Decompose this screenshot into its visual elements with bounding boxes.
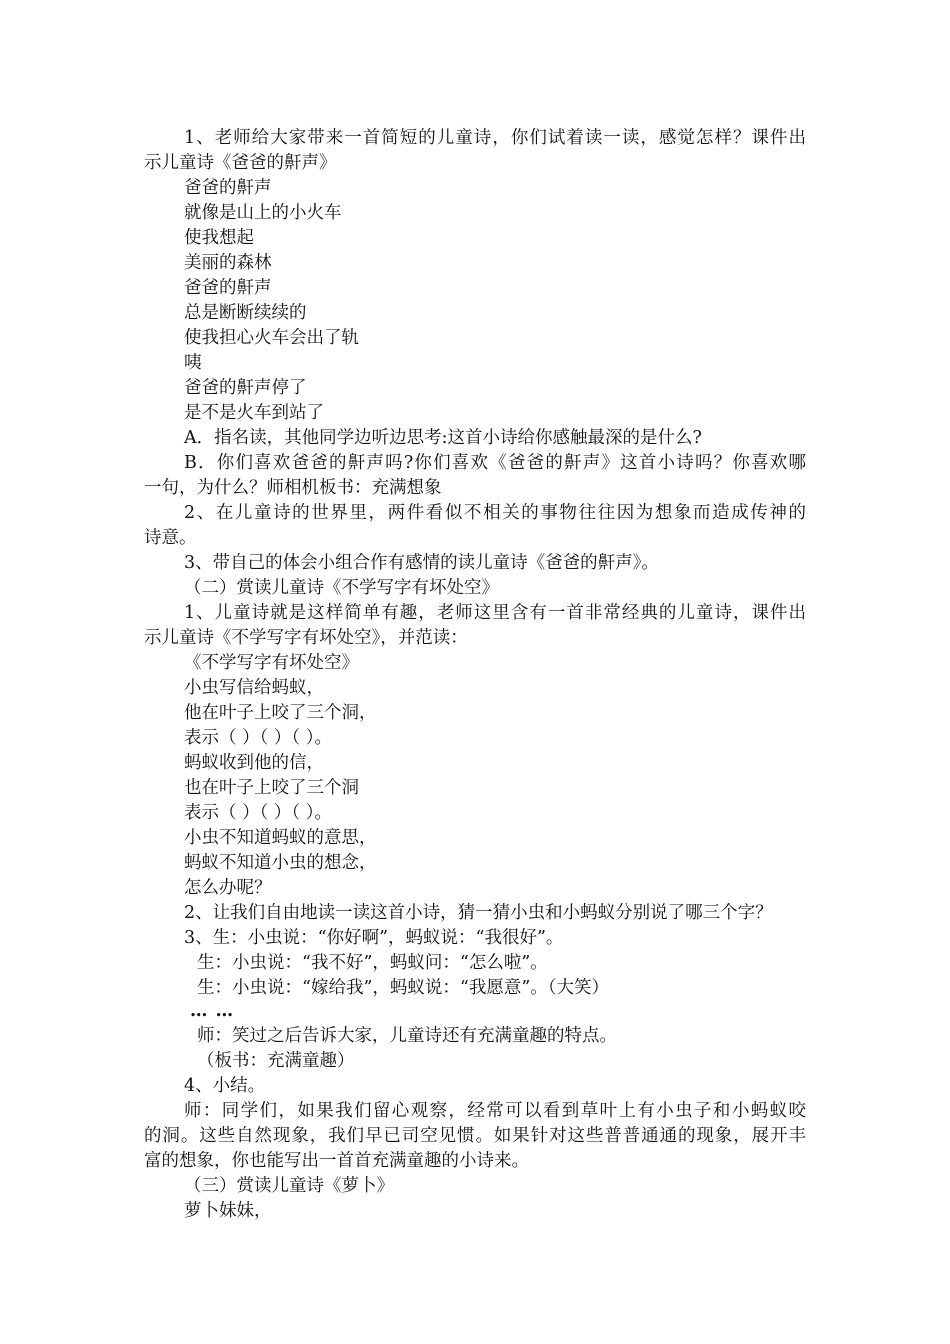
paragraph-line: 诗意。: [144, 528, 197, 548]
dialogue-line: 生：小虫说：“嫁给我”，蚂蚁说：“我愿意”。（大笑）: [197, 978, 610, 998]
poem-line: 爸爸的鼾声: [184, 178, 272, 198]
poem-line: 表示（ ）（ ）（ ）。: [184, 728, 332, 748]
paragraph-line: 2、在儿童诗的世界里，两件看似不相关的事物往往因为想象而造成传神的: [184, 503, 806, 523]
paragraph-line: 的洞。这些自然现象，我们早已司空见惯。如果针对这些普普通通的现象，展开丰: [144, 1126, 806, 1146]
poem-line: 咦: [184, 353, 202, 373]
paragraph-line: 3、带自己的体会小组合作有感情的读儿童诗《爸爸的鼾声》。: [184, 553, 659, 573]
dialogue-line: 师：笑过之后告诉大家，儿童诗还有充满童趣的特点。: [197, 1026, 617, 1046]
paragraph-line: A．指名读，其他同学边听边思考:这首小诗给你感触最深的是什么?: [184, 428, 702, 448]
paragraph-line: 示儿童诗《爸爸的鼾声》: [144, 153, 337, 173]
paragraph-line: 一句，为什么？师相机板书：充满想象: [144, 478, 442, 498]
poem-line: 小虫不知道蚂蚁的意思，: [184, 828, 377, 848]
paragraph-line: 富的想象，你也能写出一首首充满童趣的小诗来。: [144, 1151, 529, 1171]
poem-line: 萝卜妹妹，: [184, 1201, 272, 1221]
poem-line: 他在叶子上咬了三个洞，: [184, 703, 377, 723]
section-heading: （二）赏读儿童诗《不学写字有坏处空》: [184, 578, 499, 598]
poem-line: 蚂蚁不知道小虫的想念，: [184, 853, 377, 873]
ellipsis: … …: [190, 1001, 235, 1021]
paragraph-line: 3、生：小虫说：“你好啊”，蚂蚁说：“我很好”。: [184, 928, 564, 948]
poem-line: 就像是山上的小火车: [184, 203, 342, 223]
paragraph-line: 2、让我们自由地读一读这首小诗，猜一猜小虫和小蚂蚁分别说了哪三个字？: [184, 903, 773, 923]
paragraph-line: 示儿童诗《不学写字有坏处空》，并范读：: [144, 628, 468, 648]
poem-line: 怎么办呢？: [184, 878, 272, 898]
poem-line: 蚂蚁收到他的信，: [184, 753, 324, 773]
poem-line: 是不是火车到站了: [184, 403, 324, 423]
poem-line: 也在叶子上咬了三个洞: [184, 778, 359, 798]
poem-line: 爸爸的鼾声: [184, 278, 272, 298]
paragraph-line: B．你们喜欢爸爸的鼾声吗?你们喜欢《爸爸的鼾声》这首小诗吗？你喜欢哪: [184, 453, 806, 473]
paragraph-line: 师：同学们，如果我们留心观察，经常可以看到草叶上有小虫子和小蚂蚁咬: [184, 1101, 806, 1121]
poem-line: 小虫写信给蚂蚁，: [184, 678, 324, 698]
poem-line: 使我想起: [184, 228, 254, 248]
paragraph-line: 1、老师给大家带来一首简短的儿童诗，你们试着读一读，感觉怎样？课件出: [184, 128, 806, 148]
dialogue-line: 生：小虫说：“我不好”，蚂蚁问：“怎么啦”。: [197, 953, 548, 973]
paragraph-line: 4、小结。: [184, 1076, 266, 1096]
paragraph-line: 1、儿童诗就是这样简单有趣，老师这里含有一首非常经典的儿童诗，课件出: [184, 603, 806, 623]
poem-line: 总是断断续续的: [184, 303, 307, 323]
poem-line: 使我担心火车会出了轨: [184, 328, 359, 348]
board-note: （板书：充满童趣）: [197, 1051, 355, 1071]
poem-line: 爸爸的鼾声停了: [184, 378, 307, 398]
poem-title: 《不学写字有坏处空》: [184, 653, 359, 673]
poem-line: 表示（ ）（ ）（ ）。: [184, 803, 332, 823]
poem-line: 美丽的森林: [184, 253, 272, 273]
section-heading: （三）赏读儿童诗《萝卜》: [184, 1176, 394, 1196]
